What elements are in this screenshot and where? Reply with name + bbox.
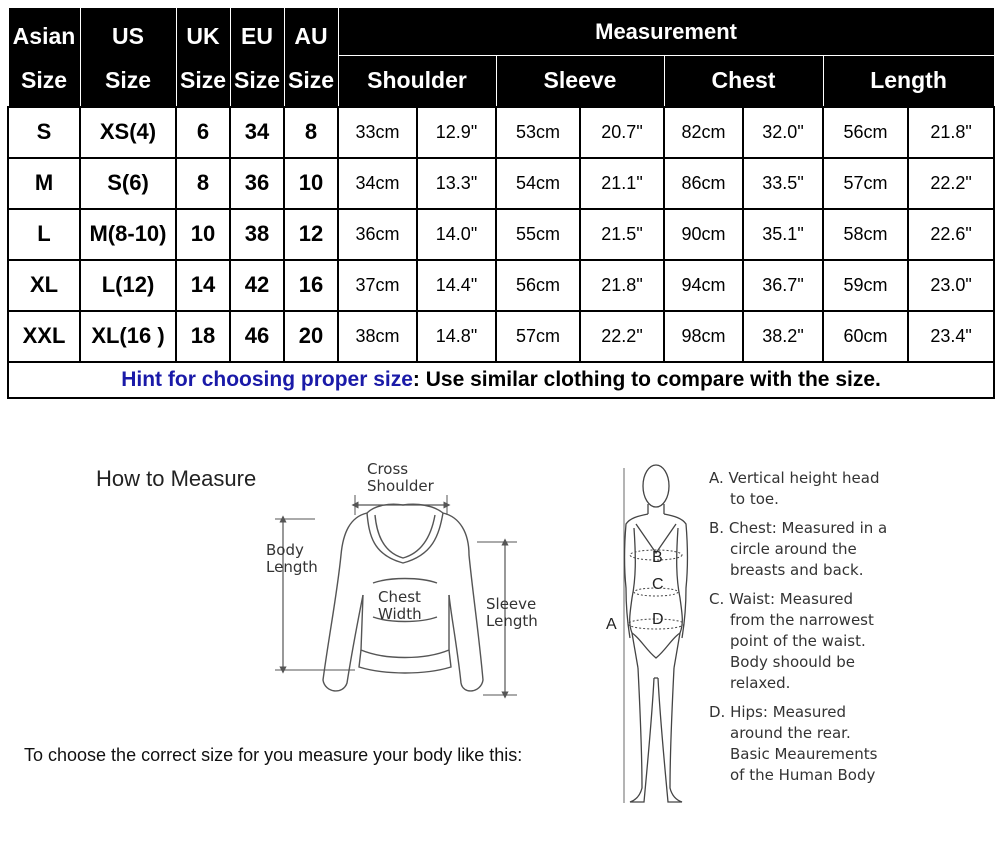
cell-uk-size: 6 — [176, 107, 230, 158]
note-line: to toe. — [730, 490, 779, 508]
cell-measurement: 14.8" — [417, 311, 496, 362]
cell-measurement: 12.9" — [417, 107, 496, 158]
note-line: D. Hips: Measured — [709, 703, 846, 721]
header-asian-size: Asian Size — [8, 8, 80, 107]
table-row — [8, 311, 994, 362]
note-line: A. Vertical height head — [709, 469, 880, 487]
figure-label-c: C — [652, 576, 664, 593]
measurement-notes — [709, 468, 994, 794]
cell-us-size: L(12) — [80, 260, 176, 311]
hint-label: Hint for choosing proper size — [121, 367, 413, 391]
cell-measurement: 22.2" — [908, 158, 994, 209]
cell-measurement: 56cm — [823, 107, 908, 158]
figure-label-b: B — [652, 549, 663, 566]
cell-measurement: 53cm — [496, 107, 580, 158]
cell-measurement: 90cm — [664, 209, 743, 260]
cell-measurement: 36cm — [338, 209, 417, 260]
size-chart-table — [7, 7, 995, 399]
cell-measurement: 23.4" — [908, 311, 994, 362]
header-chest: Chest — [664, 56, 823, 107]
figure-label-a: A — [606, 616, 617, 633]
cell-au-size: 20 — [284, 311, 338, 362]
table-row — [8, 260, 994, 311]
hint-row — [8, 362, 994, 398]
cell-us-size: S(6) — [80, 158, 176, 209]
header-sleeve: Sleeve — [496, 56, 664, 107]
cell-measurement: 86cm — [664, 158, 743, 209]
cell-measurement: 56cm — [496, 260, 580, 311]
sleeve-length-label: Sleeve Length — [486, 595, 538, 630]
cell-measurement: 13.3" — [417, 158, 496, 209]
note-line: B. Chest: Measured in a — [709, 519, 888, 537]
cell-asian-size: XXL — [8, 311, 80, 362]
cell-measurement: 98cm — [664, 311, 743, 362]
cell-us-size: M(8-10) — [80, 209, 176, 260]
header-uk-size: UK Size — [176, 8, 230, 107]
cell-measurement: 21.8" — [908, 107, 994, 158]
chest-width-label: Chest Width — [378, 588, 422, 623]
header-au-size: AU Size — [284, 8, 338, 107]
cell-measurement: 33.5" — [743, 158, 823, 209]
table-row — [8, 107, 994, 158]
cell-measurement: 22.6" — [908, 209, 994, 260]
cell-eu-size: 38 — [230, 209, 284, 260]
cell-au-size: 10 — [284, 158, 338, 209]
cell-measurement: 33cm — [338, 107, 417, 158]
cell-measurement: 37cm — [338, 260, 417, 311]
header-length: Length — [823, 56, 994, 107]
header-measurement: Measurement — [338, 8, 994, 56]
header-eu-size: EU Size — [230, 8, 284, 107]
cell-asian-size: S — [8, 107, 80, 158]
cell-measurement: 59cm — [823, 260, 908, 311]
measurement-note — [709, 468, 994, 510]
cell-measurement: 55cm — [496, 209, 580, 260]
cell-measurement: 57cm — [823, 158, 908, 209]
cell-au-size: 8 — [284, 107, 338, 158]
cell-measurement: 23.0" — [908, 260, 994, 311]
hint-cell — [8, 362, 994, 398]
body-figure-diagram — [596, 458, 706, 810]
cell-us-size: XS(4) — [80, 107, 176, 158]
note-line: around the rear. — [730, 724, 851, 742]
note-line: of the Human Body — [730, 766, 876, 784]
cell-measurement: 60cm — [823, 311, 908, 362]
cell-eu-size: 42 — [230, 260, 284, 311]
cell-asian-size: XL — [8, 260, 80, 311]
cell-eu-size: 36 — [230, 158, 284, 209]
cell-uk-size: 8 — [176, 158, 230, 209]
note-line: relaxed. — [730, 674, 791, 692]
cell-uk-size: 10 — [176, 209, 230, 260]
note-line: breasts and back. — [730, 561, 864, 579]
cell-au-size: 16 — [284, 260, 338, 311]
cell-eu-size: 46 — [230, 311, 284, 362]
cell-measurement: 21.5" — [580, 209, 664, 260]
cell-measurement: 54cm — [496, 158, 580, 209]
cell-measurement: 35.1" — [743, 209, 823, 260]
cell-us-size: XL(16 ) — [80, 311, 176, 362]
cell-measurement: 21.1" — [580, 158, 664, 209]
cell-measurement: 20.7" — [580, 107, 664, 158]
note-line: Basic Meaurements — [730, 745, 878, 763]
human-body-icon — [625, 465, 688, 802]
cell-measurement: 22.2" — [580, 311, 664, 362]
cell-asian-size: L — [8, 209, 80, 260]
table-row — [8, 209, 994, 260]
cell-uk-size: 18 — [176, 311, 230, 362]
note-line: circle around the — [730, 540, 857, 558]
cell-asian-size: M — [8, 158, 80, 209]
table-row — [8, 158, 994, 209]
cell-measurement: 58cm — [823, 209, 908, 260]
cell-measurement: 14.4" — [417, 260, 496, 311]
cell-measurement: 38.2" — [743, 311, 823, 362]
note-line: point of the waist. — [730, 632, 866, 650]
measurement-note — [709, 518, 994, 581]
cell-measurement: 38cm — [338, 311, 417, 362]
cell-eu-size: 34 — [230, 107, 284, 158]
cell-measurement: 82cm — [664, 107, 743, 158]
measurement-note — [709, 702, 994, 786]
header-shoulder: Shoulder — [338, 56, 496, 107]
cell-measurement: 32.0" — [743, 107, 823, 158]
choose-size-instruction: To choose the correct size for you measure your body like this: — [24, 745, 523, 765]
body-length-label: Body Length — [266, 541, 318, 576]
cell-measurement: 34cm — [338, 158, 417, 209]
cell-uk-size: 14 — [176, 260, 230, 311]
note-line: C. Waist: Measured — [709, 590, 854, 608]
cell-measurement: 14.0" — [417, 209, 496, 260]
hint-text: : Use similar clothing to compare with the size. — [412, 367, 881, 391]
cell-measurement: 94cm — [664, 260, 743, 311]
note-line: from the narrowest — [730, 611, 874, 629]
cell-measurement: 36.7" — [743, 260, 823, 311]
cross-shoulder-label: Cross Shoulder — [367, 460, 434, 495]
how-to-measure-title: How to Measure — [96, 466, 257, 491]
cell-measurement: 57cm — [496, 311, 580, 362]
figure-label-d: D — [652, 611, 664, 628]
cell-measurement: 21.8" — [580, 260, 664, 311]
cell-au-size: 12 — [284, 209, 338, 260]
header-us-size: US Size — [80, 8, 176, 107]
measurement-note — [709, 589, 994, 694]
note-line: Body shoould be — [730, 653, 856, 671]
